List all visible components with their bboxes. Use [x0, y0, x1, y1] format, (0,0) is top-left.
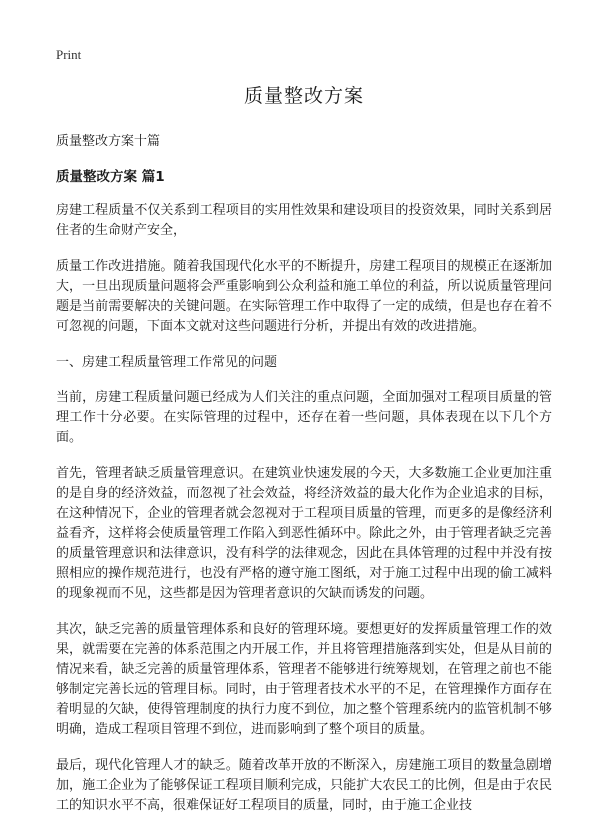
paragraph-third-point: 最后，现代化管理人才的缺乏。随着改革开放的不断深入，房建施工项目的数量急剧增加，施工企业为了能够保证工程项目顺利完成，只能扩大农民工的比例，但是由于农民工的知识水平不高，很难保证好工程项目的质量，同时，由于施工企业技	[56, 758, 552, 813]
print-link[interactable]: Print	[56, 47, 82, 62]
paragraph-second-point: 其次，缺乏完善的质量管理体系和良好的管理环境。要想更好的发挥质量管理工作的效果，就需要在完善的体系范围之内开展工作，并且将管理措施落到实处，但是从目前的情况来看，缺乏完善的质量管理体系，管理者不能够进行统筹规划，在管理之前也不能够制定完善长远的管理目标。同时，由于管理者技术水平的不足，在管理操作方面存在着明显的欠缺，使得管理制度的执行力度不到位，加之整个管理系统内的监管机制不够明确，造成工程项目管理不到位，进而影响到了整个项目的质量。	[56, 622, 552, 737]
paragraph-first-point: 首先，管理者缺乏质量管理意识。在建筑业快速发展的今天，大多数施工企业更加注重的是自身的经济效益，而忽视了社会效益，将经济效益的最大化作为企业追求的目标，在这种情况下，企业的管理者就会忽视对于工程项目质量的管理，而更多的是像经济利益看齐，这样将会使质量管理工作陷入到恶性循环中。除此之外，由于管理者缺乏完善的质量管理意识和法律意识，没有科学的法律观念，因此在具体管理的过程中并没有按照相应的操作规范进行，也没有严格的遵守施工图纸，对于施工过程中出现的偷工减料的现象视而不见，这些都是因为管理者意识的欠缺而诱发的问题。	[56, 466, 552, 601]
subheading-common-problems: 一、房建工程质量管理工作常见的问题	[56, 355, 278, 370]
section-heading: 质量整改方案 篇1	[56, 169, 165, 185]
paragraph-current-situation: 当前，房建工程质量问题已经成为人们关注的重点问题，全面加强对工程项目质量的管理工作十分必要。在实际管理的过程中，还存在着一些问题，具体表现在以下几个方面。	[56, 390, 552, 445]
paragraph-intro: 房建工程质量不仅关系到工程项目的实用性效果和建设项目的投资效果，同时关系到居住者的生命财产安全，	[56, 203, 552, 238]
document-subtitle: 质量整改方案十篇	[56, 134, 161, 149]
paragraph-improvement-measures: 质量工作改进措施。随着我国现代化水平的不断提升，房建工程项目的规模正在逐渐加大，一旦出现质量问题将会严重影响到公众利益和施工单位的利益，所以说质量管理问题是当前需要解决的关键问题。在实际管理工作中取得了一定的成绩，但是也存在着不可忽视的问题，下面本文就对这些问题进行分析，并提出有效的改进措施。	[56, 259, 552, 334]
document-title: 质量整改方案	[243, 85, 364, 107]
